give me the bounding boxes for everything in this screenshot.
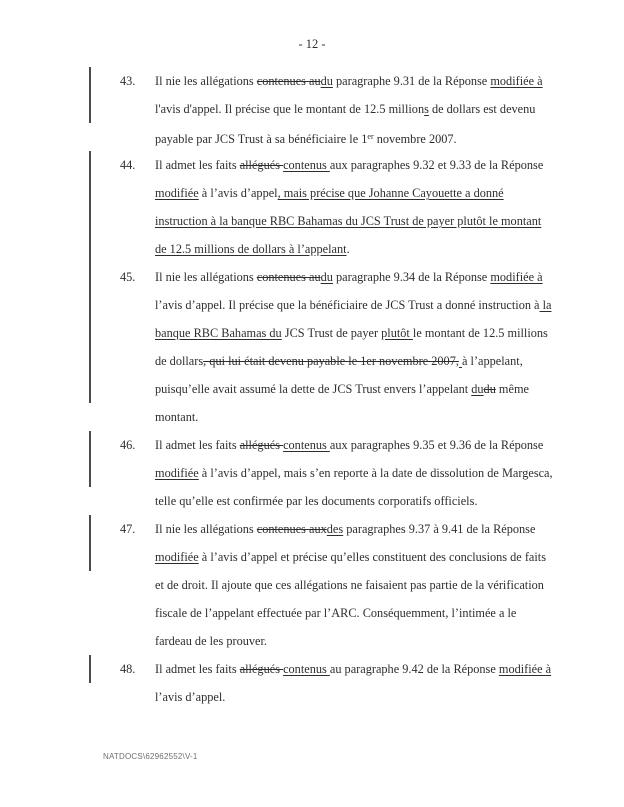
paragraph-number: 45. (120, 270, 136, 284)
text-run: aux paragraphes 9.32 et 9.33 de la Réponse (329, 158, 544, 172)
text-run: telle qu’elle est confirmée par les documents corporatifs officiels. (155, 494, 478, 508)
text-line (155, 515, 585, 543)
page-header (0, 37, 624, 52)
deleted-text: contenues au (256, 74, 321, 88)
text-run: à l’avis d’appel (198, 186, 278, 200)
text-run: Il admet les faits (155, 438, 240, 452)
text-line (155, 571, 585, 599)
deleted-text: du (483, 382, 496, 396)
revision-change-bar (89, 179, 91, 207)
paragraph-number: 46. (120, 438, 136, 452)
page-number: - 12 - (298, 37, 326, 51)
text-line (155, 151, 585, 179)
deleted-text: , qui lui était devenu payable le 1er novembre 2007, (203, 354, 459, 368)
text-run: paragraphe 9.34 de la Réponse (332, 270, 491, 284)
text-run: fardeau de les prouver. (155, 634, 267, 648)
text-line (155, 431, 585, 459)
text-line (155, 123, 585, 151)
inserted-text: plutôt (381, 326, 413, 340)
revision-change-bar (89, 207, 91, 235)
revision-change-bar (89, 543, 91, 571)
text-line (155, 543, 585, 571)
text-run: l’avis d’appel. (155, 690, 226, 704)
paragraph-48 (120, 655, 585, 711)
inserted-text: contenus (283, 662, 330, 676)
text-run: novembre 2007. (373, 132, 457, 146)
text-line (155, 263, 585, 291)
text-run: l'avis d'appel. Il précise que le montant de 12.5 million (155, 102, 425, 116)
paragraph-47 (120, 515, 585, 655)
paragraph-number: 48. (120, 662, 136, 676)
text-run: à l’avis d’appel et précise qu’elles constituent des conclusions de faits (198, 550, 546, 564)
text-line (155, 319, 585, 347)
text-run: Il nie les allégations (155, 74, 257, 88)
revision-change-bar (89, 459, 91, 487)
page-footer (103, 752, 198, 761)
text-line (155, 67, 585, 95)
text-run: même (495, 382, 529, 396)
inserted-text: du (320, 270, 333, 284)
text-run: . (346, 242, 350, 256)
inserted-text: des (326, 522, 344, 536)
text-run: puisqu’elle avait assumé la dette de JCS Trust envers l’appelant (155, 382, 472, 396)
revision-change-bar (89, 655, 91, 683)
revision-change-bar (89, 151, 91, 179)
revision-change-bar (89, 515, 91, 543)
revision-change-bar (89, 319, 91, 347)
text-run: paragraphes 9.37 à 9.41 de la Réponse (343, 522, 536, 536)
text-run: Il nie les allégations (155, 522, 257, 536)
inserted-text: banque RBC Bahamas du (155, 326, 282, 340)
inserted-text: modifiée à (490, 74, 543, 88)
paragraph-45 (120, 263, 585, 431)
text-line (155, 627, 585, 655)
inserted-text: , mais précise que Johanne Cayouette a donné (277, 186, 504, 200)
text-run: de dollars est devenu (428, 102, 536, 116)
footer-doc-id: NATDOCS\62962552\V-1 (103, 752, 198, 761)
inserted-text: contenus (283, 438, 330, 452)
superscript-text: er (367, 132, 374, 141)
text-run: l’avis d’appel. Il précise que la bénéficiaire de JCS Trust a donné instruction à (155, 298, 540, 312)
paragraph-43 (120, 67, 585, 151)
inserted-text: modifiée à (490, 270, 543, 284)
paragraph-44 (120, 151, 585, 263)
text-line (155, 403, 585, 431)
paragraph-number: 47. (120, 522, 136, 536)
paragraph-number: 44. (120, 158, 136, 172)
inserted-text: s (424, 102, 429, 116)
text-line (155, 655, 585, 683)
deleted-text: allégués (239, 438, 284, 452)
document-body (120, 67, 585, 711)
revision-change-bar (89, 347, 91, 375)
text-run: Il nie les allégations (155, 270, 257, 284)
text-run: Il admet les faits (155, 158, 240, 172)
deleted-text: contenues au (256, 270, 321, 284)
inserted-text: du (320, 74, 333, 88)
inserted-text: contenus (283, 158, 330, 172)
text-run: aux paragraphes 9.35 et 9.36 de la Réponse (329, 438, 544, 452)
text-line (155, 683, 585, 711)
revision-change-bar (89, 375, 91, 403)
revision-change-bar (89, 95, 91, 123)
text-run: le montant de 12.5 millions (412, 326, 548, 340)
text-run: montant. (155, 410, 199, 424)
inserted-text: modifiée (155, 466, 199, 480)
revision-change-bar (89, 263, 91, 291)
text-run: Il admet les faits (155, 662, 240, 676)
revision-change-bar (89, 291, 91, 319)
inserted-text: la (539, 298, 552, 312)
paragraph-number: 43. (120, 74, 136, 88)
text-run: fiscale de l’appelant effectuée par l’ARC. Conséquemment, l’intimée a le (155, 606, 517, 620)
revision-change-bar (89, 431, 91, 459)
inserted-text: modifiée (155, 186, 199, 200)
text-line (155, 179, 585, 207)
text-run: paragraphe 9.31 de la Réponse (332, 74, 491, 88)
text-run: payable par JCS Trust à sa bénéficiaire le 1 (155, 132, 368, 146)
text-run: et de droit. Il ajoute que ces allégations ne faisaient pas partie de la vérification (155, 578, 544, 592)
text-run: de dollars (155, 354, 204, 368)
text-line (155, 95, 585, 123)
text-line (155, 207, 585, 235)
text-line (155, 375, 585, 403)
deleted-text: allégués (239, 158, 284, 172)
text-line (155, 235, 585, 263)
deleted-text: allégués (239, 662, 284, 676)
inserted-text: du (471, 382, 484, 396)
text-run: au paragraphe 9.42 de la Réponse (329, 662, 499, 676)
text-line (155, 487, 585, 515)
text-run: à l’appelant, (462, 354, 523, 368)
deleted-text: contenues aux (256, 522, 327, 536)
inserted-text: modifiée (155, 550, 199, 564)
text-line (155, 291, 585, 319)
text-line (155, 347, 585, 375)
text-line (155, 459, 585, 487)
inserted-text: de 12.5 millions de dollars à l’appelant (155, 242, 347, 256)
revision-change-bar (89, 67, 91, 95)
inserted-text: modifiée à (498, 662, 552, 676)
paragraph-46 (120, 431, 585, 515)
inserted-text: instruction à la banque RBC Bahamas du JCS Trust de payer plutôt le montant (155, 214, 542, 228)
text-line (155, 599, 585, 627)
text-run: JCS Trust de payer (281, 326, 382, 340)
revision-change-bar (89, 235, 91, 263)
text-run: à l’avis d’appel, mais s’en reporte à la date de dissolution de Margesca, (198, 466, 553, 480)
